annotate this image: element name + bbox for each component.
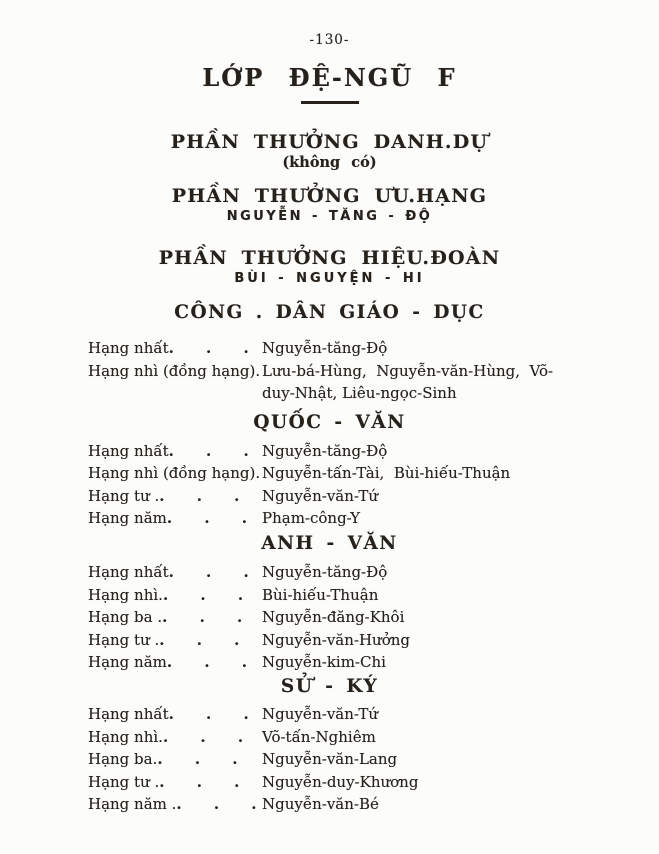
rank-label-cell (88, 440, 262, 463)
rank-row (0, 726, 659, 749)
rank-label: Hạng nhất (88, 705, 169, 723)
rank-label-cell (88, 606, 262, 629)
rank-label: Hạng tư . (88, 630, 160, 649)
rank-list (0, 561, 659, 674)
dot-leader: . . . (162, 608, 243, 626)
award-section-uu-hang (0, 185, 659, 225)
subject-heading: ANH - VĂN (261, 533, 398, 554)
rank-label: Hạng nhì (đồng hạng). (88, 361, 261, 380)
title-rule (301, 101, 359, 104)
dot-leader: . . . (166, 653, 248, 671)
rank-label-cell (88, 629, 262, 652)
rank-row (0, 703, 659, 726)
rank-name: Nguyễn-văn-Bé (262, 795, 379, 813)
class-title: LỚP ĐỆ-NGŨ F (202, 63, 457, 92)
rank-label: Hạng ba . (88, 608, 163, 626)
rank-row (0, 462, 659, 485)
rank-label-cell (88, 793, 262, 816)
rank-list (0, 337, 659, 405)
rank-name: Bùi-hiếu-Thuận (262, 585, 379, 604)
rank-label-cell (88, 703, 262, 726)
subject-section-quoc-van (0, 412, 659, 530)
rank-name: Nguyễn-kim-Chi (262, 653, 386, 671)
rank-label: Hạng nhất (88, 339, 169, 357)
dot-leader: . . . (176, 795, 257, 813)
rank-label: Hạng năm (88, 509, 167, 527)
rank-label-cell (88, 726, 262, 749)
rank-label: Hạng tư . (88, 486, 160, 505)
dot-leader: . . . (162, 727, 244, 746)
rank-row (0, 606, 659, 629)
rank-row (0, 507, 659, 530)
page-number: -130- (309, 32, 350, 48)
rank-name (262, 360, 553, 405)
award-heading: PHẦN THƯỞNG DANH.DỰ (170, 131, 489, 153)
rank-list (0, 703, 659, 816)
rank-name: Nguyễn-văn-Hưởng (262, 630, 411, 649)
rank-label: Hạng ba. (88, 750, 158, 768)
rank-label-cell (88, 485, 262, 508)
rank-name: Nguyễn-duy-Khương (262, 772, 419, 791)
rank-label: Hạng nhất (88, 441, 169, 460)
rank-label: Hạng năm (88, 653, 167, 671)
award-heading: PHẦN THƯỞNG ƯU.HẠNG (171, 185, 488, 207)
dot-leader: . . . (159, 630, 240, 649)
dot-leader: . . . (157, 750, 238, 768)
subject-heading: QUỐC - VĂN (253, 411, 406, 433)
rank-label: Hạng nhì (đồng hạng). (88, 464, 261, 482)
rank-label: Hạng nhì. (88, 585, 163, 604)
rank-label: Hạng nhất (88, 563, 169, 581)
dot-leader: . . . (159, 772, 240, 791)
rank-label-cell (88, 651, 262, 674)
rank-label-cell (88, 360, 262, 383)
rank-name: Nguyễn-văn-Tứ (262, 486, 379, 505)
rank-name: Nguyễn-tăng-Độ (262, 441, 388, 460)
dot-leader: . . . (162, 585, 244, 604)
rank-row (0, 771, 659, 794)
dot-leader: . . . (168, 441, 249, 460)
rank-row (0, 485, 659, 508)
rank-row (0, 651, 659, 674)
award-note: (không có) (282, 154, 377, 171)
rank-row (0, 629, 659, 652)
rank-label-cell (88, 462, 262, 485)
rank-name: Nguyễn-tấn-Tài, Bùi-hiếu-Thuận (262, 464, 511, 482)
rank-label-cell (88, 337, 262, 360)
dot-leader: . . . (168, 705, 249, 723)
rank-name-line2: duy-Nhật, Liêu-ngọc-Sinh (262, 384, 457, 402)
dot-leader: . . . (168, 563, 249, 581)
rank-list (0, 440, 659, 530)
rank-name-line1: Lưu-bá-Hùng, Nguyễn-văn-Hùng, Võ- (262, 361, 554, 380)
rank-label-cell (88, 771, 262, 794)
rank-row (0, 748, 659, 771)
rank-row (0, 561, 659, 584)
subject-heading: CÔNG . DÂN GIÁO - DỤC (174, 302, 485, 323)
rank-label: Hạng tư . (88, 772, 160, 791)
subject-section-cong-dan (0, 302, 659, 405)
rank-name: Nguyễn-văn-Lang (262, 750, 398, 768)
subject-section-su-ky (0, 676, 659, 816)
rank-name: Nguyễn-văn-Tứ (262, 705, 379, 723)
rank-name: Nguyễn-tăng-Độ (262, 339, 388, 357)
award-recipient: BÙI - NGUYỆN - HI (234, 271, 425, 286)
rank-row (0, 793, 659, 816)
award-recipient: NGUYỄN - TĂNG - ĐỘ (226, 209, 433, 224)
rank-name: Võ-tấn-Nghiêm (262, 727, 376, 746)
rank-label: Hạng năm . (88, 795, 177, 813)
dot-leader: . . . (159, 486, 240, 505)
award-section-danh-du (0, 131, 659, 171)
rank-label: Hạng nhì. (88, 727, 163, 746)
rank-name: Phạm-công-Y (262, 509, 361, 527)
award-section-hieu-doan (0, 247, 659, 287)
rank-row (0, 337, 659, 360)
rank-label-cell (88, 584, 262, 607)
rank-row (0, 584, 659, 607)
subject-heading: SỬ - KÝ (280, 675, 379, 697)
rank-label-cell (88, 507, 262, 530)
dot-leader: . . . (168, 339, 249, 357)
rank-row (0, 440, 659, 463)
rank-name: Nguyễn-đăng-Khôi (262, 608, 405, 626)
rank-row (0, 360, 659, 405)
award-heading: PHẦN THƯỞNG HIỆU.ĐOÀN (158, 247, 501, 269)
subject-section-anh-van (0, 533, 659, 674)
rank-label-cell (88, 748, 262, 771)
rank-label-cell (88, 561, 262, 584)
rank-name: Nguyễn-tăng-Độ (262, 563, 388, 581)
dot-leader: . . . (166, 509, 248, 527)
